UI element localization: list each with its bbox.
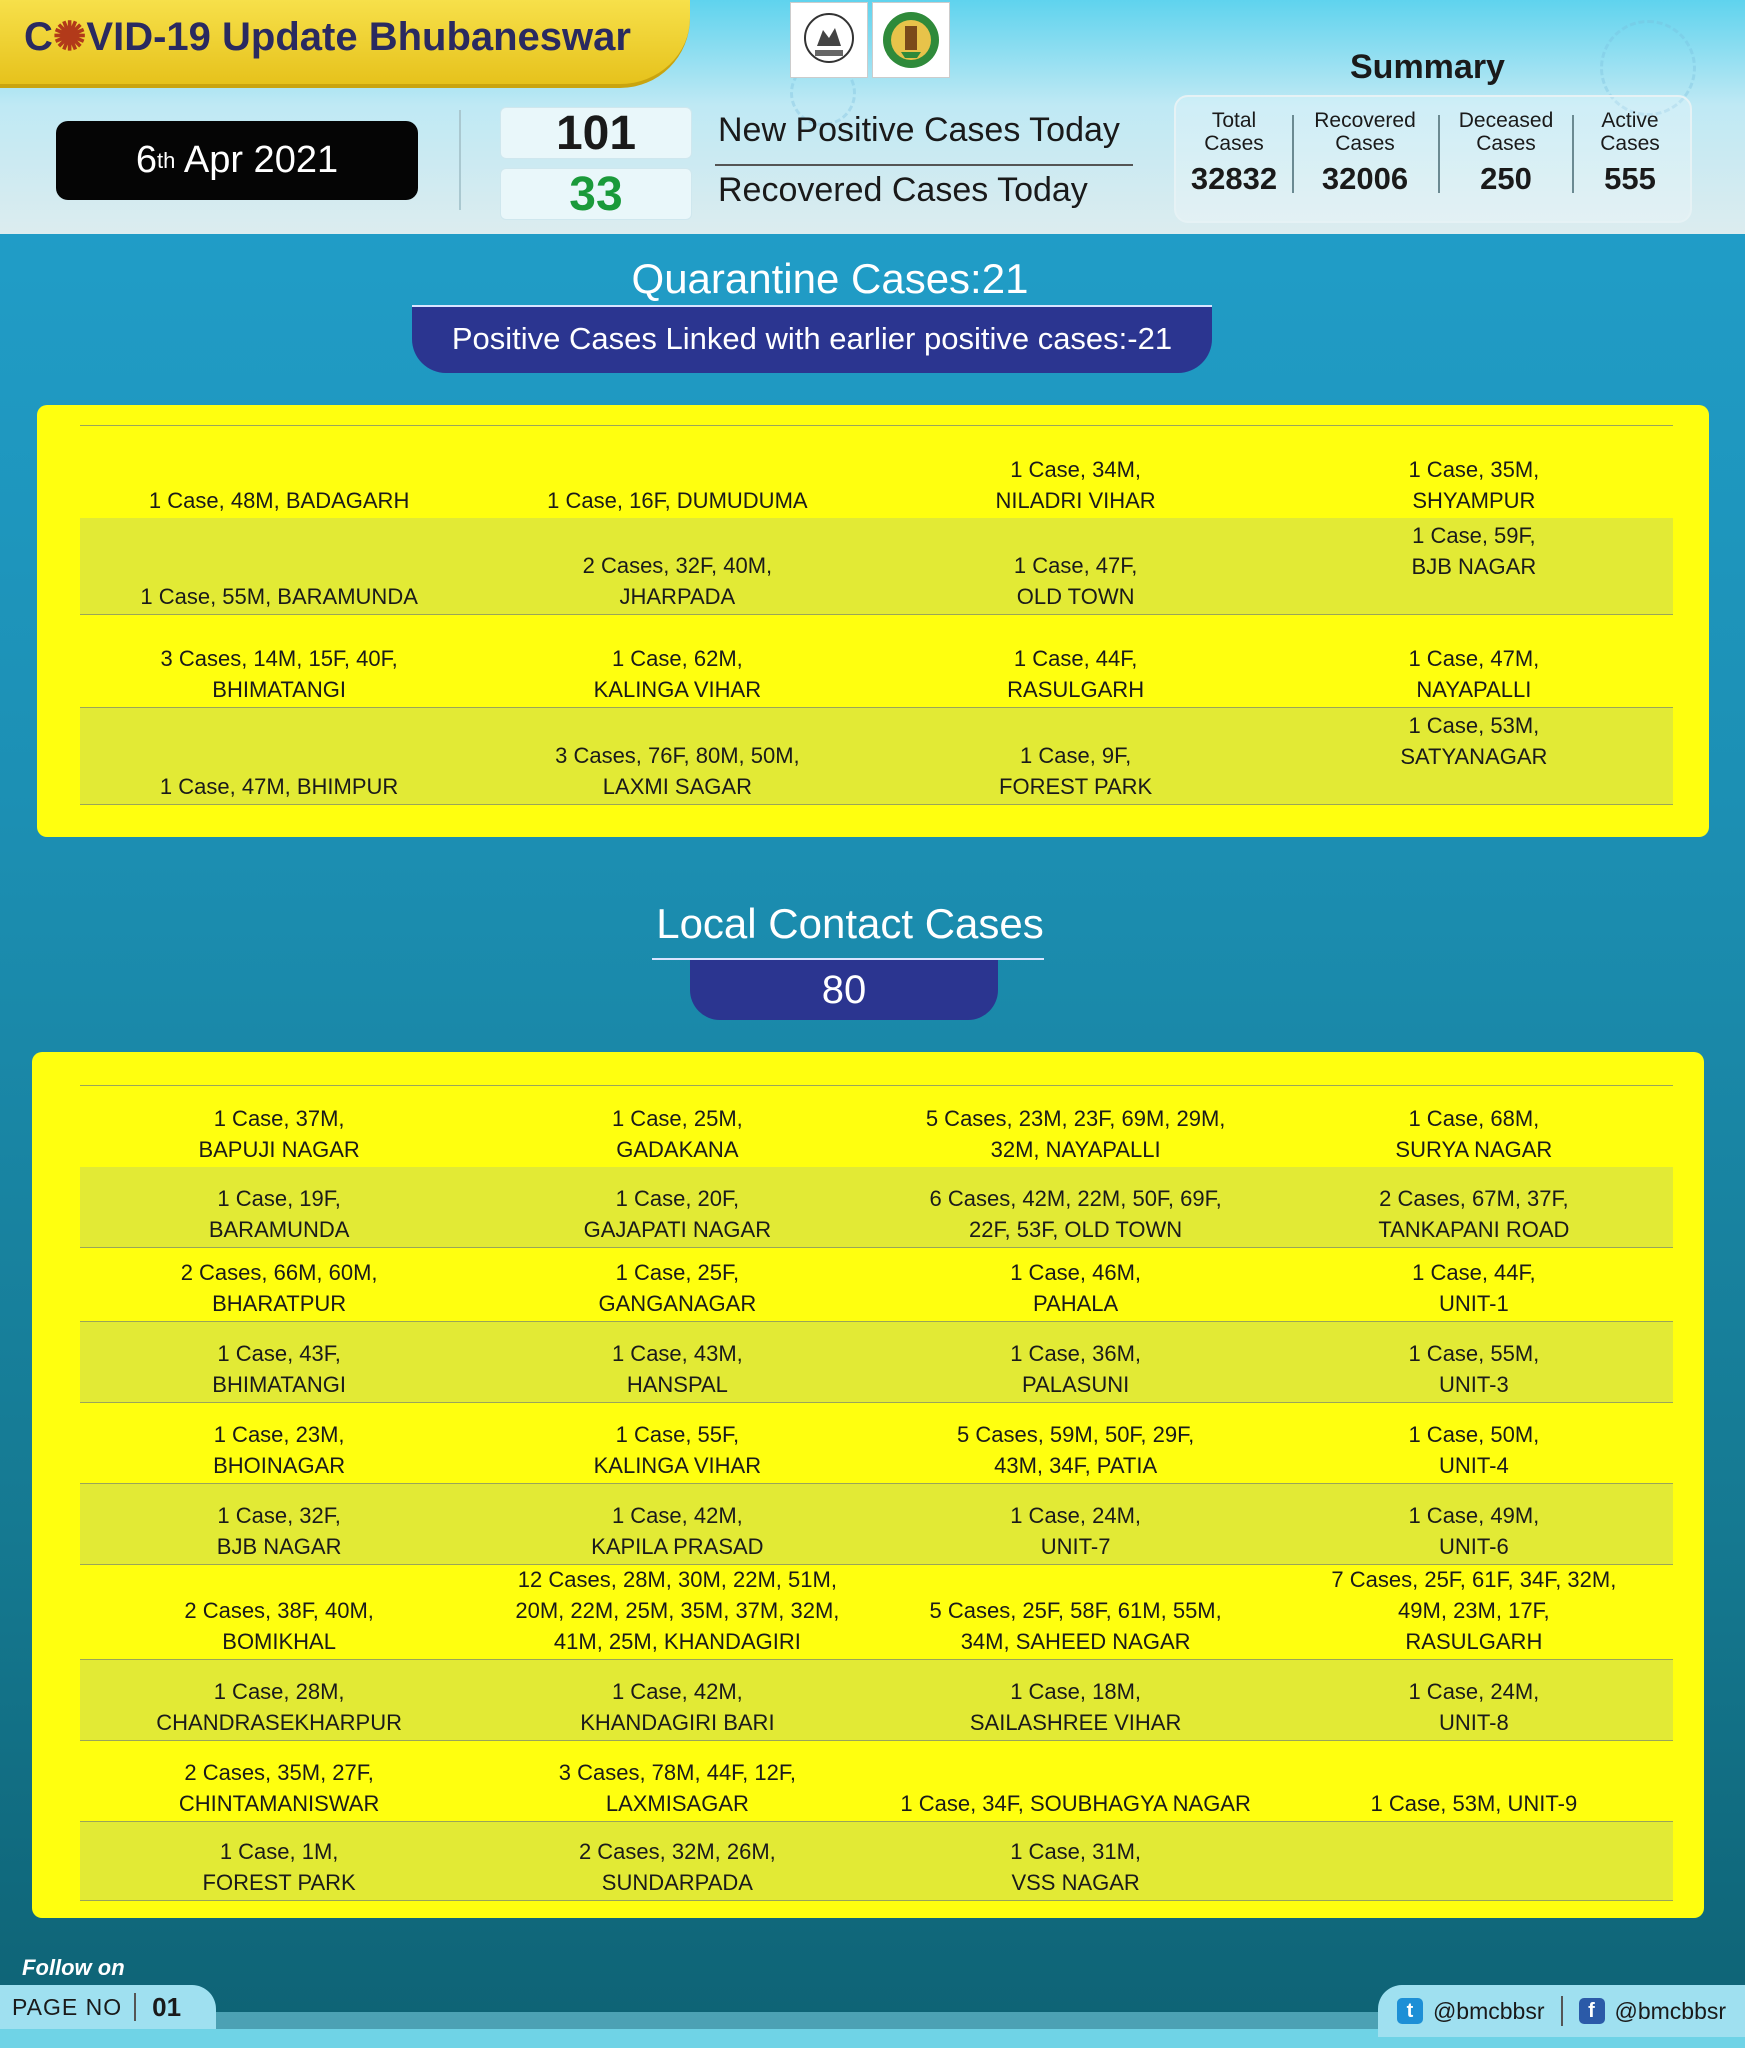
table-cell: 1 Case, 25M, GADAKANA <box>611 1106 743 1162</box>
table-cell: 5 Cases, 25F, 58F, 61M, 55M, 34M, SAHEED NAGAR <box>929 1598 1222 1654</box>
table-cell: 1 Case, 9F, FOREST PARK <box>999 743 1153 799</box>
table-row <box>80 425 1673 519</box>
date-month-year: Apr 2021 <box>175 139 339 181</box>
table-cell: 1 Case, 24M, UNIT-7 <box>1010 1503 1142 1559</box>
table-cell: 5 Cases, 59M, 50F, 29F, 43M, 34F, PATIA <box>957 1422 1195 1478</box>
table-cell: 5 Cases, 23M, 23F, 69M, 29M, 32M, NAYAPALLI <box>925 1106 1226 1162</box>
summary-value: 32832 <box>1190 161 1278 196</box>
table-cell: 3 Cases, 78M, 44F, 12F, LAXMISAGAR <box>558 1760 796 1816</box>
table-cell: 1 Case, 35M, SHYAMPUR <box>1408 457 1540 513</box>
table-cell: 1 Case, 47M, NAYAPALLI <box>1408 646 1540 702</box>
table-cell: 1 Case, 24M, UNIT-8 <box>1408 1679 1540 1735</box>
table-cell: 2 Cases, 67M, 37F, TANKAPANI ROAD <box>1378 1186 1570 1242</box>
summary-value: 555 <box>1604 161 1656 196</box>
table-cell: 1 Case, 68M, SURYA NAGAR <box>1395 1106 1553 1162</box>
table-row <box>80 1322 1673 1403</box>
table-cell: 7 Cases, 25F, 61F, 34F, 32M, 49M, 23M, 17F, RASULGARH <box>1331 1567 1617 1654</box>
table-cell: 1 Case, 47F, OLD TOWN <box>1013 553 1138 609</box>
table-cell: 1 Case, 53M, SATYANAGAR <box>1400 713 1548 769</box>
table-cell: 2 Cases, 35M, 27F, CHINTAMANISWAR <box>178 1760 380 1816</box>
recovered-today-label: Recovered Cases Today <box>718 171 1088 209</box>
table-cell: 1 Case, 43M, HANSPAL <box>611 1341 743 1397</box>
summary-value: 32006 <box>1321 161 1409 196</box>
odisha-emblem-logo <box>790 2 868 78</box>
table-row <box>80 1822 1673 1901</box>
table-row <box>80 1565 1673 1660</box>
table-cell: 1 Case, 55F, KALINGA VIHAR <box>593 1422 762 1478</box>
twitter-icon[interactable]: t <box>1397 1998 1423 2024</box>
summary-deceased <box>1440 109 1572 197</box>
quarantine-title: Quarantine Cases:21 <box>631 255 1029 302</box>
table-cell: 1 Case, 44F, UNIT-1 <box>1412 1260 1536 1316</box>
divider <box>134 1993 136 2021</box>
table-cell: 1 Case, 32F, BJB NAGAR <box>216 1503 342 1559</box>
summary-label: Recovered Cases <box>1314 109 1416 155</box>
facebook-handle[interactable]: @bmcbbsr <box>1614 1997 1727 2024</box>
table-cell: 1 Case, 16F, DUMUDUMA <box>547 488 808 513</box>
table-cell: 1 Case, 20F, GAJAPATI NAGAR <box>583 1186 772 1242</box>
table-row <box>80 1403 1673 1484</box>
table-row <box>80 518 1673 615</box>
summary-label: Total Cases <box>1204 109 1264 155</box>
summary-box <box>1174 95 1692 223</box>
title-banner <box>0 0 690 88</box>
bmc-logo <box>872 2 950 78</box>
table-cell: 6 Cases, 42M, 22M, 50F, 69F, 22F, 53F, OLD TOWN <box>929 1186 1222 1242</box>
divider <box>412 305 1212 307</box>
table-row <box>80 1484 1673 1565</box>
table-cell: 1 Case, 34M, NILADRI VIHAR <box>995 457 1156 513</box>
table-cell: 1 Case, 18M, SAILASHREE VIHAR <box>969 1679 1182 1735</box>
table-row <box>80 615 1673 708</box>
table-cell: 12 Cases, 28M, 30M, 22M, 51M, 20M, 22M, 25M, 35M, 37M, 32M, 41M, 25M, KHANDAGIRI <box>515 1567 840 1654</box>
virus-icon: ✺ <box>52 15 87 59</box>
date-day: 6 <box>135 139 158 181</box>
table-row <box>80 1741 1673 1822</box>
table-cell: 2 Cases, 38F, 40M, BOMIKHAL <box>184 1598 374 1654</box>
table-row <box>80 1660 1673 1741</box>
table-cell: 1 Case, 31M, VSS NAGAR <box>1010 1839 1142 1895</box>
page-number-label: PAGE NO <box>12 1993 123 2020</box>
summary-label: Deceased Cases <box>1458 109 1554 155</box>
table-cell: 1 Case, 46M, PAHALA <box>1010 1260 1142 1316</box>
new-positive-count: 101 <box>500 107 692 159</box>
table-cell: 1 Case, 47M, BHIMPUR <box>159 774 399 799</box>
table-row <box>80 1248 1673 1322</box>
table-cell: 1 Case, 55M, BARAMUNDA <box>140 584 418 609</box>
date-badge <box>56 121 418 200</box>
table-cell: 1 Case, 1M, FOREST PARK <box>202 1839 356 1895</box>
facebook-icon[interactable]: f <box>1579 1998 1605 2024</box>
header-band <box>0 0 1745 234</box>
table-cell: 1 Case, 49M, UNIT-6 <box>1408 1503 1540 1559</box>
table-cell: 1 Case, 55M, UNIT-3 <box>1408 1341 1540 1397</box>
page-title <box>24 14 631 60</box>
table-cell: 1 Case, 25F, GANGANAGAR <box>598 1260 757 1316</box>
social-handles <box>1378 1985 1745 2037</box>
table-cell: 1 Case, 28M, CHANDRASEKHARPUR <box>156 1679 402 1735</box>
divider <box>1561 1996 1563 2026</box>
summary-title: Summary <box>1350 48 1505 86</box>
date-suffix: th <box>157 147 176 173</box>
table-row <box>80 1085 1673 1168</box>
table-cell: 1 Case, 37M, BAPUJI NAGAR <box>198 1106 360 1162</box>
table-cell: 1 Case, 19F, BARAMUNDA <box>208 1186 350 1242</box>
title-prefix: C <box>24 15 53 59</box>
local-contact-count: 80 <box>690 960 998 1020</box>
summary-label: Active Cases <box>1600 109 1660 155</box>
table-cell: 1 Case, 36M, PALASUNI <box>1010 1341 1142 1397</box>
table-cell: 1 Case, 62M, KALINGA VIHAR <box>593 646 762 702</box>
twitter-handle[interactable]: @bmcbbsr <box>1432 1997 1545 2024</box>
follow-on-label: Follow on <box>22 1955 125 1980</box>
divider <box>715 164 1133 166</box>
summary-value: 250 <box>1480 161 1532 196</box>
new-positive-label: New Positive Cases Today <box>718 111 1120 149</box>
divider <box>459 110 461 210</box>
table-cell: 3 Cases, 14M, 15F, 40F, BHIMATANGI <box>160 646 398 702</box>
table-cell: 2 Cases, 32M, 26M, SUNDARPADA <box>578 1839 776 1895</box>
summary-total <box>1176 109 1292 197</box>
title-suffix: VID-19 Update Bhubaneswar <box>86 15 631 59</box>
table-cell: 1 Case, 53M, UNIT-9 <box>1370 1791 1578 1816</box>
table-cell: 1 Case, 42M, KHANDAGIRI BARI <box>580 1679 775 1735</box>
summary-recovered <box>1294 109 1436 197</box>
table-cell: 2 Cases, 32F, 40M, JHARPADA <box>582 553 773 609</box>
table-cell: 1 Case, 43F, BHIMATANGI <box>212 1341 346 1397</box>
local-contact-title: Local Contact Cases <box>656 900 1044 947</box>
table-row <box>80 1167 1673 1248</box>
table-cell: 1 Case, 50M, UNIT-4 <box>1408 1422 1540 1478</box>
table-cell: 1 Case, 59F, BJB NAGAR <box>1411 523 1537 579</box>
page-number: 01 <box>152 1991 182 2022</box>
table-cell <box>1275 1822 1673 1900</box>
table-cell: 1 Case, 48M, BADAGARH <box>148 488 410 513</box>
table-cell: 1 Case, 23M, BHOINAGAR <box>213 1422 346 1478</box>
table-cell: 2 Cases, 66M, 60M, BHARATPUR <box>180 1260 378 1316</box>
table-cell: 1 Case, 34F, SOUBHAGYA NAGAR <box>900 1791 1251 1816</box>
table-cell: 1 Case, 42M, KAPILA PRASAD <box>591 1503 764 1559</box>
table-cell: 1 Case, 44F, RASULGARH <box>1007 646 1145 702</box>
table-row <box>80 708 1673 805</box>
recovered-today-count: 33 <box>500 168 692 220</box>
table-cell: 3 Cases, 76F, 80M, 50M, LAXMI SAGAR <box>555 743 800 799</box>
quarantine-subtitle: Positive Cases Linked with earlier positive cases:-21 <box>412 305 1212 373</box>
page-number-tab <box>0 1985 216 2029</box>
summary-active <box>1574 109 1686 197</box>
